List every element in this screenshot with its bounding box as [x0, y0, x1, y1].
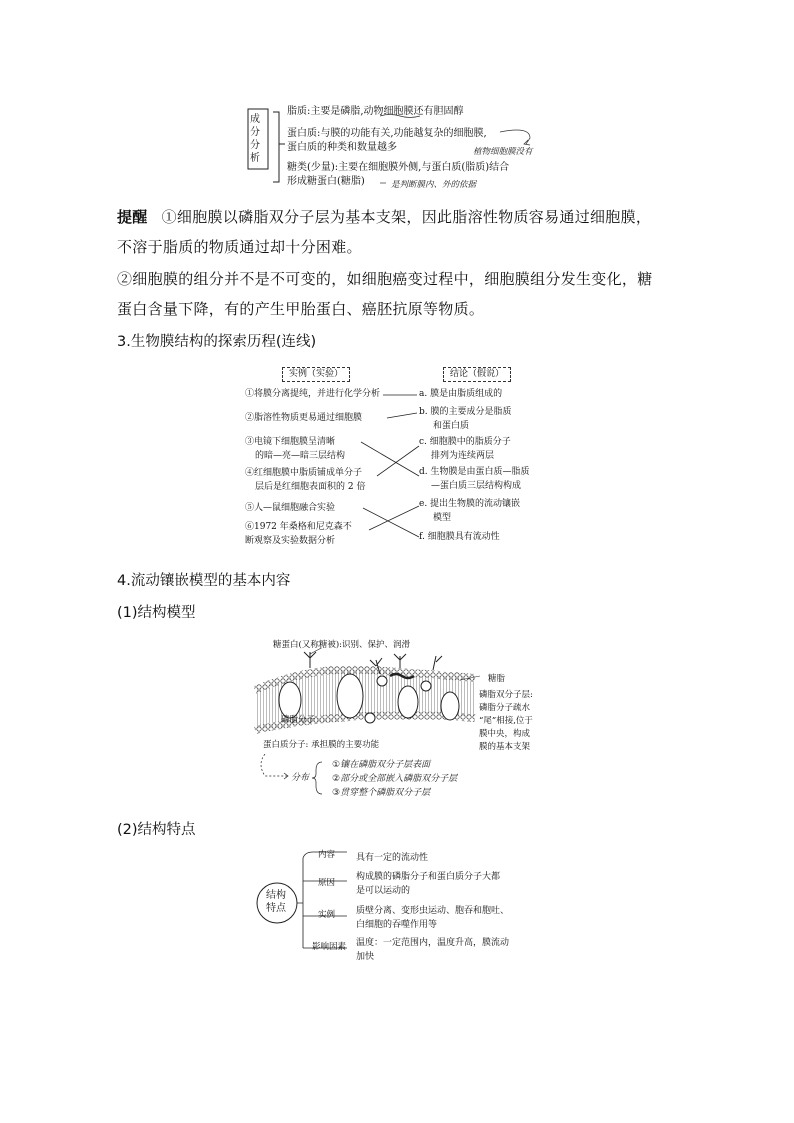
bilayer-label-2: 磷脂分子疏水 — [479, 703, 531, 713]
row1-text: 具有一定的流动性 — [356, 853, 429, 863]
right-item-c1: c. 细胞膜中的脂质分子 — [419, 437, 511, 447]
row2-text-2: 是可以运动的 — [356, 886, 411, 896]
right-item-e1: e. 提出生物膜的流动镶嵌 — [419, 499, 521, 509]
note-sugar: 是判断膜内、外的依据 — [391, 180, 477, 190]
row3-text-1: 质壁分离、变形虫运动、胞吞和胞吐、 — [356, 906, 510, 916]
bilayer-label-1: 磷脂双分子层: — [479, 690, 533, 700]
reminder-p2-1: ②细胞膜的组分并不是不可变的，如细胞癌变过程中，细胞膜组分发生变化，糖 — [117, 270, 653, 288]
right-item-c2: 排列为连续两层 — [431, 451, 495, 461]
bilayer-label-5: 膜的基本支架 — [479, 742, 531, 752]
left-item-3b: 的暗—亮—暗三层结构 — [255, 451, 346, 461]
right-item-a: a. 膜是由脂质组成的 — [419, 389, 503, 399]
lipid-text: 脂质:主要是磷脂,动物细胞膜还有胆固醇 — [287, 106, 464, 117]
section4-sub2: (2)结构特点 — [117, 822, 196, 838]
left-header: 实例（实验） — [282, 367, 350, 382]
reminder-line-1 — [117, 202, 687, 232]
sugar-text-1: 糖类(少量):主要在细胞膜外侧,与蛋白质(脂质)结合 — [287, 162, 510, 173]
right-item-f: f. 细胞膜具有流动性 — [419, 532, 500, 542]
left-item-3a: ③电镜下细胞膜呈清晰 — [245, 437, 336, 447]
row2-text-1: 构成膜的磷脂分子和蛋白质分子大都 — [356, 872, 501, 882]
right-item-e2: 模型 — [433, 513, 452, 523]
left-item-4a: ④红细胞膜中脂质铺成单分子 — [245, 468, 363, 478]
section3-title: 3.生物膜结构的探索历程(连线) — [117, 334, 317, 350]
reminder-block — [117, 202, 687, 324]
bilayer-label-3: “尾”相接,位于 — [479, 716, 533, 726]
left-item-6b: 断观察及实验数据分析 — [245, 536, 336, 546]
reminder-p2-2: 蛋白含量下降，有的产生甲胎蛋白、癌胚抗原等物质。 — [117, 300, 485, 318]
row3-label: 实例 — [318, 910, 336, 920]
reminder-p1-1: ①细胞膜以磷脂双分子层为基本支架，因此脂溶性物质容易通过细胞膜， — [161, 208, 652, 226]
row4-text-2: 加快 — [356, 952, 375, 962]
composition-label: 成分分析 — [250, 114, 260, 164]
right-header: 结论（假说） — [443, 367, 511, 382]
sugar-text-2: 形成糖蛋白(糖脂) — [287, 176, 365, 187]
right-item-b2: 和蛋白质 — [433, 421, 470, 431]
protein-text-2: 蛋白质的种类和数量越多 — [287, 142, 397, 153]
protein-label: 蛋白质分子: 承担膜的主要功能 — [263, 740, 380, 750]
distribution-brace — [312, 760, 328, 796]
distribution-label: 分布 — [291, 773, 310, 783]
right-item-d1: d. 生物膜是由蛋白质—脂质 — [419, 467, 530, 477]
section4-title: 4.流动镶嵌模型的基本内容 — [117, 573, 291, 589]
note-protein: 植物细胞膜没有 — [473, 147, 533, 157]
matching-lines — [335, 380, 425, 550]
features-center: 结构特点 — [266, 890, 286, 914]
left-item-1: ①将膜分离提纯，并进行化学分析 — [245, 389, 381, 399]
row4-label: 影响因素 — [312, 942, 347, 952]
phospholipid-label: 磷脂分子 — [281, 715, 316, 725]
row4-text-1: 温度：一定范围内，温度升高，膜流动 — [356, 938, 510, 948]
glycolipid-label: 糖脂 — [488, 674, 506, 684]
glycoprotein-label: 糖蛋白(又称糖被):识别、保护、润滑 — [273, 640, 410, 650]
protein-text-1: 蛋白质:与膜的功能有关,功能越复杂的细胞膜, — [287, 128, 487, 139]
left-item-6a: ⑥1972 年桑格和尼克森不 — [245, 522, 352, 532]
distribution-3: ③贯穿整个磷脂双分子层 — [332, 788, 431, 798]
left-item-4b: 层后是红细胞表面积的 2 倍 — [255, 482, 366, 492]
bilayer-label-4: 膜中央，构成 — [479, 729, 531, 739]
reminder-label: 提醒 — [117, 208, 148, 226]
row1-label: 内容 — [318, 850, 336, 860]
left-item-2: ②脂溶性物质更易通过细胞膜 — [245, 413, 363, 423]
row2-label: 原因 — [318, 878, 336, 888]
row3-text-2: 白细胞的吞噬作用等 — [356, 920, 438, 930]
distribution-1: ①镶在磷脂双分子层表面 — [332, 760, 431, 770]
right-item-b1: b. 膜的主要成分是脂质 — [419, 407, 512, 417]
section4-sub1: (1)结构模型 — [117, 605, 196, 621]
reminder-p1-2: 不溶于脂质的物质通过却十分困难。 — [117, 238, 362, 256]
distribution-2: ②部分或全部嵌入磷脂双分子层 — [332, 774, 458, 784]
right-item-d2: —蛋白质三层结构构成 — [431, 481, 522, 491]
left-item-5: ⑤人—鼠细胞融合实验 — [245, 503, 336, 513]
